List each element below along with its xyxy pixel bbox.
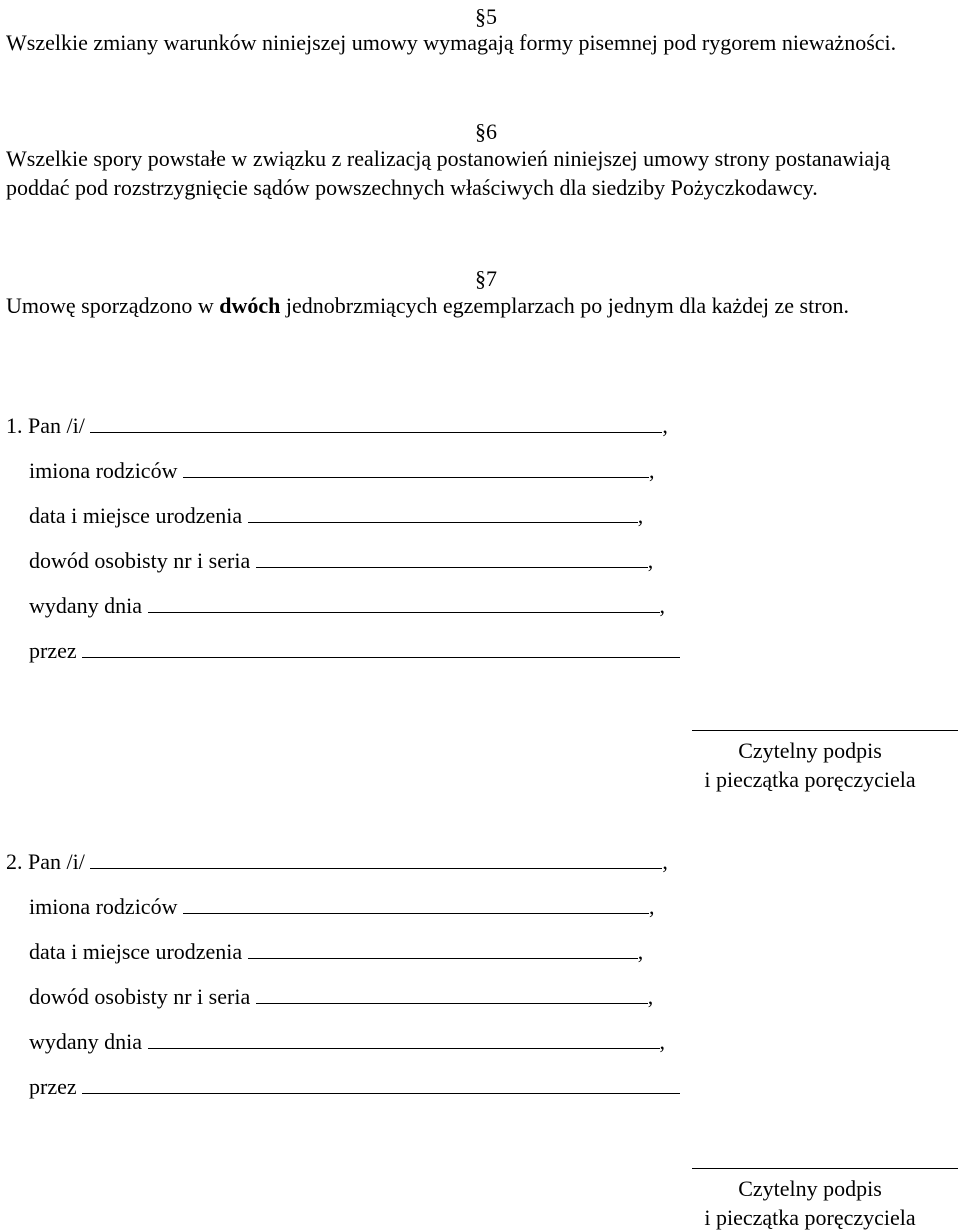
guarantor-1-name-row	[6, 412, 668, 439]
guarantor-2-id-label: dowód osobisty nr i seria	[29, 984, 251, 1009]
section-5-heading: §5	[475, 4, 497, 29]
guarantor-2-pan-label: Pan /i/	[28, 849, 85, 874]
section-7-text-after: jednobrzmiących egzemplarzach po jednym dla każdej ze stron.	[280, 293, 850, 318]
guarantor-1-name-field[interactable]	[90, 412, 662, 433]
guarantor-2-parents-row	[29, 893, 654, 920]
guarantor-1-birth-row	[29, 502, 643, 529]
guarantor-2-name-row	[6, 848, 668, 875]
guarantor-2-signature-text-2: i pieczątka poręczyciela	[704, 1205, 916, 1230]
guarantor-1-parents-label: imiona rodziców	[29, 458, 178, 483]
comma: ,	[647, 548, 654, 573]
guarantor-2-parents-label: imiona rodziców	[29, 894, 178, 919]
guarantor-1-signature-caption	[680, 736, 940, 794]
guarantor-1-by-field[interactable]	[82, 637, 680, 658]
section-6-text: Wszelkie spory powstałe w związku z realizacją postanowień niniejszej umowy strony postanawiają poddać pod rozstrzygnięcie sądów powszechnych właściwych dla siedziby Pożyczkodawcy.	[6, 146, 890, 200]
comma: ,	[659, 593, 666, 618]
guarantor-2-issued-field[interactable]	[148, 1028, 660, 1049]
guarantor-2-id-field[interactable]	[256, 983, 648, 1004]
section-5-text: Wszelkie zmiany warunków niniejszej umowy wymagają formy pisemnej pod rygorem nieważności.	[6, 30, 897, 55]
guarantor-1-parents-row	[29, 457, 654, 484]
guarantor-1-by-row	[29, 637, 680, 664]
guarantor-1-id-label: dowód osobisty nr i seria	[29, 548, 251, 573]
guarantor-2-birth-field[interactable]	[248, 938, 638, 959]
section-6-heading: §6	[475, 119, 497, 144]
comma: ,	[662, 413, 668, 438]
guarantor-1-signature-line	[692, 730, 958, 731]
guarantor-1-signature-text-1: Czytelny podpis	[738, 738, 882, 763]
comma: ,	[647, 984, 654, 1009]
guarantor-1-issued-row	[29, 592, 665, 619]
section-7-text-before: Umowę sporządzono w	[6, 293, 220, 318]
guarantor-1-id-field[interactable]	[256, 547, 648, 568]
guarantor-1-by-label: przez	[29, 638, 77, 663]
guarantor-2-parents-field[interactable]	[183, 893, 649, 914]
guarantor-1-issued-label: wydany dnia	[29, 593, 143, 618]
guarantor-1-signature-text-2: i pieczątka poręczyciela	[704, 767, 916, 792]
guarantor-2-name-field[interactable]	[90, 848, 662, 869]
comma: ,	[637, 503, 644, 528]
guarantor-2-signature-line	[692, 1168, 958, 1169]
guarantor-2-by-field[interactable]	[82, 1073, 680, 1094]
guarantor-1-id-row	[29, 547, 653, 574]
comma: ,	[659, 1029, 666, 1054]
guarantor-2-signature-caption	[680, 1174, 940, 1232]
guarantor-1-birth-label: data i miejsce urodzenia	[29, 503, 243, 528]
guarantor-2-by-label: przez	[29, 1074, 77, 1099]
guarantor-2-id-row	[29, 983, 653, 1010]
comma: ,	[648, 894, 655, 919]
guarantor-2-issued-row	[29, 1028, 665, 1055]
comma: ,	[637, 939, 644, 964]
guarantor-2-birth-label: data i miejsce urodzenia	[29, 939, 243, 964]
guarantor-2-number: 2.	[6, 849, 23, 874]
guarantor-1-issued-field[interactable]	[148, 592, 660, 613]
section-7-text	[6, 291, 946, 320]
comma: ,	[648, 458, 655, 483]
guarantor-2-signature-text-1: Czytelny podpis	[738, 1176, 882, 1201]
guarantor-2-birth-row	[29, 938, 643, 965]
guarantor-2-issued-label: wydany dnia	[29, 1029, 143, 1054]
guarantor-2-by-row	[29, 1073, 680, 1100]
guarantor-1-number: 1.	[6, 413, 23, 438]
comma: ,	[662, 849, 668, 874]
guarantor-1-parents-field[interactable]	[183, 457, 649, 478]
guarantor-1-birth-field[interactable]	[248, 502, 638, 523]
section-7-text-bold: dwóch	[219, 293, 281, 318]
guarantor-1-pan-label: Pan /i/	[28, 413, 85, 438]
section-7-heading: §7	[475, 266, 497, 291]
